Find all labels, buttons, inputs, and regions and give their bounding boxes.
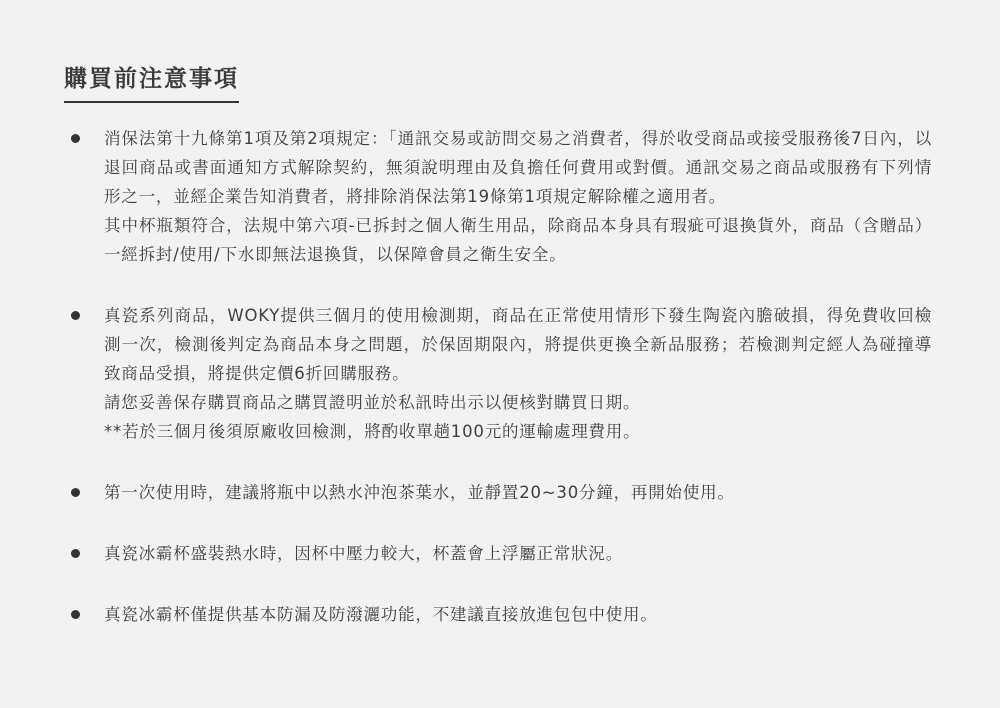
note-item-1 [62, 124, 932, 269]
bullet-icon [71, 134, 80, 143]
note-4-paragraph-1: 真瓷冰霸杯盛裝熱水時，因杯中壓力較大，杯蓋會上浮屬正常狀況。 [104, 544, 623, 563]
note-2-paragraph-1: 真瓷系列商品，WOKY提供三個月的使用檢測期，商品在正常使用情形下發生陶瓷內膽破損，得免費收回檢測一次，檢測後判定為商品本身之問題，於保固期限內，將提供更換全新品服務；若檢測判定經人為碰撞導致商品受損，將提供定價6折回購服務。 [104, 306, 932, 383]
note-3-paragraph-1: 第一次使用時，建議將瓶中以熱水沖泡茶葉水，並靜置20~30分鐘，再開始使用。 [104, 483, 735, 502]
note-1-paragraph-2: 其中杯瓶類符合，法規中第六項-已拆封之個人衛生用品，除商品本身具有瑕疵可退換貨外，商品（含贈品）一經拆封/使用/下水即無法退換貨，以保障會員之衛生安全。 [104, 216, 932, 264]
page-title: 購買前注意事項 [64, 61, 239, 103]
note-item-3 [62, 478, 932, 507]
note-item-2 [62, 301, 932, 446]
bullet-icon [71, 311, 80, 320]
note-1-paragraph-1: 消保法第十九條第1項及第2項規定：「通訊交易或訪問交易之消費者，得於收受商品或接受服務後7日內，以退回商品或書面通知方式解除契約，無須說明理由及負擔任何費用或對價。通訊交易之商品或服務有下列情形之一，並經企業告知消費者，將排除消保法第19條第1項規定解除權之適用者。 [104, 129, 932, 206]
note-2-paragraph-2: 請您妥善保存購買商品之購買證明並於私訊時出示以便核對購買日期。 [104, 393, 641, 412]
note-item-4 [62, 539, 932, 568]
title-wrap [64, 46, 239, 119]
notes-list [62, 124, 932, 661]
bullet-icon [71, 549, 80, 558]
note-item-5 [62, 600, 932, 629]
note-5-paragraph-1: 真瓷冰霸杯僅提供基本防漏及防潑灑功能，不建議直接放進包包中使用。 [104, 605, 658, 624]
note-2-paragraph-3: **若於三個月後須原廠收回檢測，將酌收單趟100元的運輸處理費用。 [104, 422, 641, 441]
bullet-icon [71, 610, 80, 619]
bullet-icon [71, 488, 80, 497]
